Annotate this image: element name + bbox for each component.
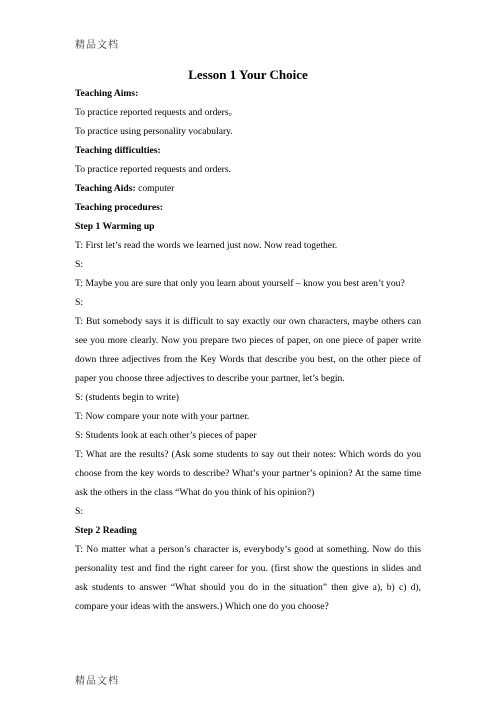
footer-watermark: 精品文档 <box>75 676 119 687</box>
teaching-aids-label: Teaching Aids: <box>75 183 136 194</box>
step1-line: T: What are the results? (Ask some students to say out their notes: Which words do you choose from the key words to describe? What’s your partner’s opinion? At the same time ask the others in the class “What do you think of his opinion?) <box>75 449 421 498</box>
step1-line: T: But somebody says it is difficult to say exactly our own characters, maybe others can see you more clearly. Now you prepare two pieces of paper, on one piece of paper write down three adjectives from the Key Words that describe you best, on the other piece of paper you choose three adjectives to describe your partner, let’s begin. <box>75 316 421 384</box>
step2-line: T: No matter what a person’s character is, everybody’s good at something. Now do this personality test and find the right career for you. (first show the questions in slides and ask students to answer “What should you do in the situation” then give a), b) c) d), compare your ideas with the answers.) Which one do you choose? <box>75 544 421 612</box>
difficulty-1: To practice reported requests and orders. <box>75 164 231 175</box>
document-body <box>75 66 421 616</box>
difficulties-heading: Teaching difficulties: <box>75 145 161 156</box>
teaching-aids-line <box>75 179 421 198</box>
step1-line: S: (students begin to write) <box>75 392 179 403</box>
header-watermark: 精品文档 <box>75 40 119 51</box>
step1-line: S: Students look at each other’s pieces of paper <box>75 430 257 441</box>
aim-1: To practice reported requests and orders。 <box>75 107 239 118</box>
step1-line: S: <box>75 506 84 517</box>
step1-heading: Step 1 Warming up <box>75 221 155 232</box>
teaching-aids-value: computer <box>135 183 175 194</box>
step1-line: T: First let’s read the words we learned just now. Now read together. <box>75 240 338 251</box>
teaching-aims-heading: Teaching Aims: <box>75 88 139 99</box>
step1-line: S: <box>75 297 84 308</box>
step1-line: T: Maybe you are sure that only you learn about yourself – know you best aren’t you? <box>75 278 405 289</box>
aim-2: To practice using personality vocabulary. <box>75 126 233 137</box>
step2-heading: Step 2 Reading <box>75 525 137 536</box>
step1-line: S: <box>75 259 84 270</box>
procedures-heading: Teaching procedures: <box>75 202 164 213</box>
document-title: Lesson 1 Your Choice <box>188 67 308 82</box>
step1-line: T: Now compare your note with your partner. <box>75 411 250 422</box>
